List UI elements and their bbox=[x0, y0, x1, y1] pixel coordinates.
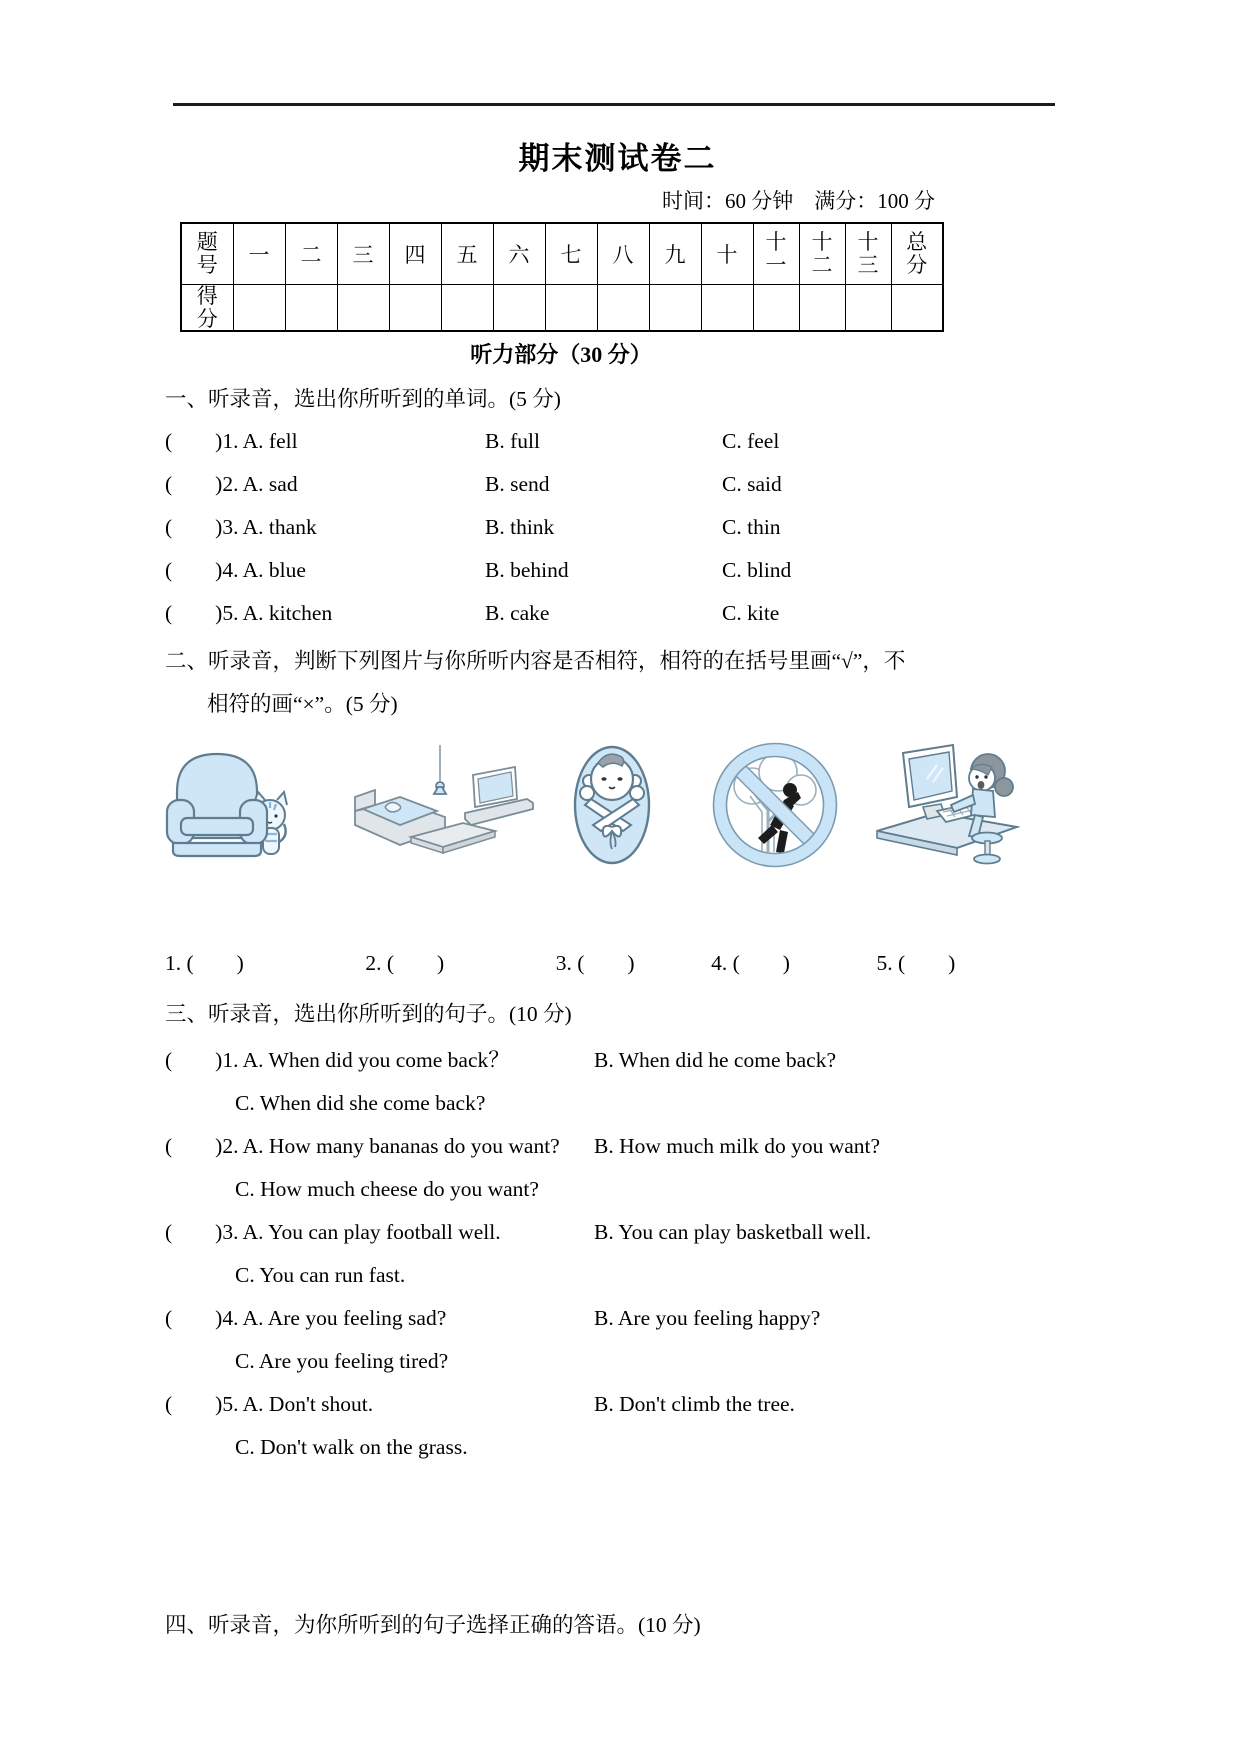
option-a: A. fell bbox=[242, 429, 298, 454]
score-input-cell bbox=[649, 285, 701, 332]
option-b: B. How much milk do you want? bbox=[594, 1134, 881, 1159]
answer-paren: ( )5. bbox=[165, 1392, 239, 1417]
option-c: C. When did she come back? bbox=[235, 1091, 486, 1116]
answer-blank: 4. ( ) bbox=[711, 951, 790, 976]
part2-illustrations bbox=[165, 720, 1070, 870]
word-option-row bbox=[165, 513, 1070, 541]
answer-paren: ( )4. bbox=[165, 1306, 239, 1331]
score-row-label: 得分 bbox=[181, 285, 233, 332]
score-table-col: 九 bbox=[649, 223, 701, 285]
score-table-col: 十三 bbox=[845, 223, 891, 285]
word-option-row bbox=[165, 599, 1070, 627]
part2-heading-line2: 相符的画“×”。(5 分) bbox=[207, 692, 398, 717]
option-a: A. Don't shout. bbox=[242, 1392, 374, 1417]
option-b: B. When did he come back? bbox=[594, 1048, 836, 1073]
score-table bbox=[180, 222, 944, 332]
score-input-cell bbox=[441, 285, 493, 332]
answer-paren: ( )4. bbox=[165, 558, 239, 583]
part4-heading: 四、听录音，为你所听到的句子选择正确的答语。(10 分) bbox=[165, 1613, 701, 1638]
part1-option-rows bbox=[165, 427, 1070, 627]
part3-option-rows bbox=[165, 1046, 1070, 1461]
answer-paren: ( )3. bbox=[165, 515, 239, 540]
score-input-cell bbox=[753, 285, 799, 332]
score-input-cell bbox=[337, 285, 389, 332]
sentence-option-row bbox=[165, 1046, 1070, 1074]
option-a: A. Are you feeling sad? bbox=[242, 1306, 447, 1331]
option-a: A. blue bbox=[242, 558, 306, 583]
illustration-no-climbing-sign bbox=[710, 740, 840, 870]
option-b: B. send bbox=[485, 472, 550, 497]
answer-paren: ( )1. bbox=[165, 1048, 239, 1073]
score-table-header-row bbox=[181, 223, 943, 285]
score-table-col: 一 bbox=[233, 223, 285, 285]
page-title: 期末测试卷二 bbox=[518, 141, 717, 176]
option-b: B. You can play basketball well. bbox=[594, 1220, 872, 1245]
score-table-col: 二 bbox=[285, 223, 337, 285]
answer-blank: 5. ( ) bbox=[876, 951, 956, 976]
score-input-cell bbox=[701, 285, 753, 332]
score-table-col: 四 bbox=[389, 223, 441, 285]
part2-answer-blanks bbox=[165, 948, 1070, 978]
page-content bbox=[165, 0, 1070, 1639]
sentence-option-row bbox=[165, 1132, 1070, 1160]
word-option-row bbox=[165, 427, 1070, 455]
score-input-cell bbox=[845, 285, 891, 332]
part3-heading: 三、听录音，选出你所听到的句子。(10 分) bbox=[165, 1002, 572, 1027]
girl-computer-icon bbox=[875, 735, 1020, 870]
exam-meta: 时间：60 分钟 满分：100 分 bbox=[662, 189, 935, 213]
score-table-col: 八 bbox=[597, 223, 649, 285]
header-rule bbox=[173, 103, 1055, 106]
word-option-row bbox=[165, 470, 1070, 498]
score-input-cell bbox=[597, 285, 649, 332]
illustration-swaddled-baby bbox=[565, 735, 660, 870]
score-table-corner-label bbox=[181, 223, 233, 285]
option-b: B. full bbox=[485, 429, 540, 454]
part2-heading-line1: 二、听录音，判断下列图片与你所听内容是否相符，相符的在括号里画“√”，不 bbox=[165, 649, 906, 674]
answer-paren: ( )5. bbox=[165, 601, 239, 626]
option-c: C. Don't walk on the grass. bbox=[235, 1435, 468, 1460]
option-b: B. think bbox=[485, 515, 555, 540]
option-a: A. thank bbox=[242, 515, 317, 540]
option-c: C. How much cheese do you want? bbox=[235, 1177, 539, 1202]
score-input-cell bbox=[891, 285, 943, 332]
answer-blank: 3. ( ) bbox=[555, 951, 635, 976]
option-c: C. said bbox=[722, 472, 782, 497]
swaddled-baby-icon bbox=[565, 735, 660, 870]
answer-paren: ( )1. bbox=[165, 429, 239, 454]
illustration-armchair-cat bbox=[165, 742, 290, 870]
option-a: A. You can play football well. bbox=[242, 1220, 501, 1245]
option-a: A. kitchen bbox=[242, 601, 333, 626]
score-input-cell bbox=[233, 285, 285, 332]
illustration-living-room bbox=[345, 745, 535, 870]
score-table-col: 六 bbox=[493, 223, 545, 285]
sentence-option-row bbox=[165, 1304, 1070, 1332]
option-a: A. How many bananas do you want? bbox=[242, 1134, 560, 1159]
score-input-cell bbox=[799, 285, 845, 332]
score-input-cell bbox=[285, 285, 337, 332]
score-table-col: 三 bbox=[337, 223, 389, 285]
listening-section-banner: 听力部分（30 分） bbox=[470, 342, 652, 368]
option-c: C. Are you feeling tired? bbox=[235, 1349, 449, 1374]
score-table-col: 十二 bbox=[799, 223, 845, 285]
option-b: B. Don't climb the tree. bbox=[594, 1392, 795, 1417]
score-input-cell bbox=[389, 285, 441, 332]
answer-paren: ( )2. bbox=[165, 1134, 239, 1159]
armchair-cat-icon bbox=[165, 742, 290, 870]
option-a: A. When did you come back？ bbox=[242, 1048, 510, 1073]
answer-blank: 1. ( ) bbox=[165, 951, 244, 976]
option-a: A. sad bbox=[242, 472, 298, 497]
illustration-girl-computer bbox=[875, 735, 1020, 870]
option-b: B. behind bbox=[485, 558, 569, 583]
option-b: B. cake bbox=[485, 601, 550, 626]
option-c: C. thin bbox=[722, 515, 781, 540]
score-table-col: 七 bbox=[545, 223, 597, 285]
option-c: C. blind bbox=[722, 558, 792, 583]
question-number-label: 题号 bbox=[196, 230, 218, 277]
option-c: C. feel bbox=[722, 429, 780, 454]
no-climbing-sign-icon bbox=[710, 740, 840, 870]
sentence-option-row bbox=[165, 1218, 1070, 1246]
score-table-col-total: 总分 bbox=[891, 223, 943, 285]
score-input-cell bbox=[545, 285, 597, 332]
score-table-col: 十 bbox=[701, 223, 753, 285]
score-input-cell bbox=[493, 285, 545, 332]
living-room-icon bbox=[345, 745, 535, 870]
score-table-col: 十一 bbox=[753, 223, 799, 285]
answer-blank: 2. ( ) bbox=[365, 951, 445, 976]
score-table-score-row bbox=[181, 285, 943, 332]
part1-heading: 一、听录音，选出你所听到的单词。(5 分) bbox=[165, 387, 561, 412]
option-c: C. kite bbox=[722, 601, 780, 626]
option-c: C. You can run fast. bbox=[235, 1263, 406, 1288]
score-table-col: 五 bbox=[441, 223, 493, 285]
word-option-row bbox=[165, 556, 1070, 584]
option-b: B. Are you feeling happy? bbox=[594, 1306, 821, 1331]
sentence-option-row bbox=[165, 1390, 1070, 1418]
answer-paren: ( )3. bbox=[165, 1220, 239, 1245]
answer-paren: ( )2. bbox=[165, 472, 239, 497]
